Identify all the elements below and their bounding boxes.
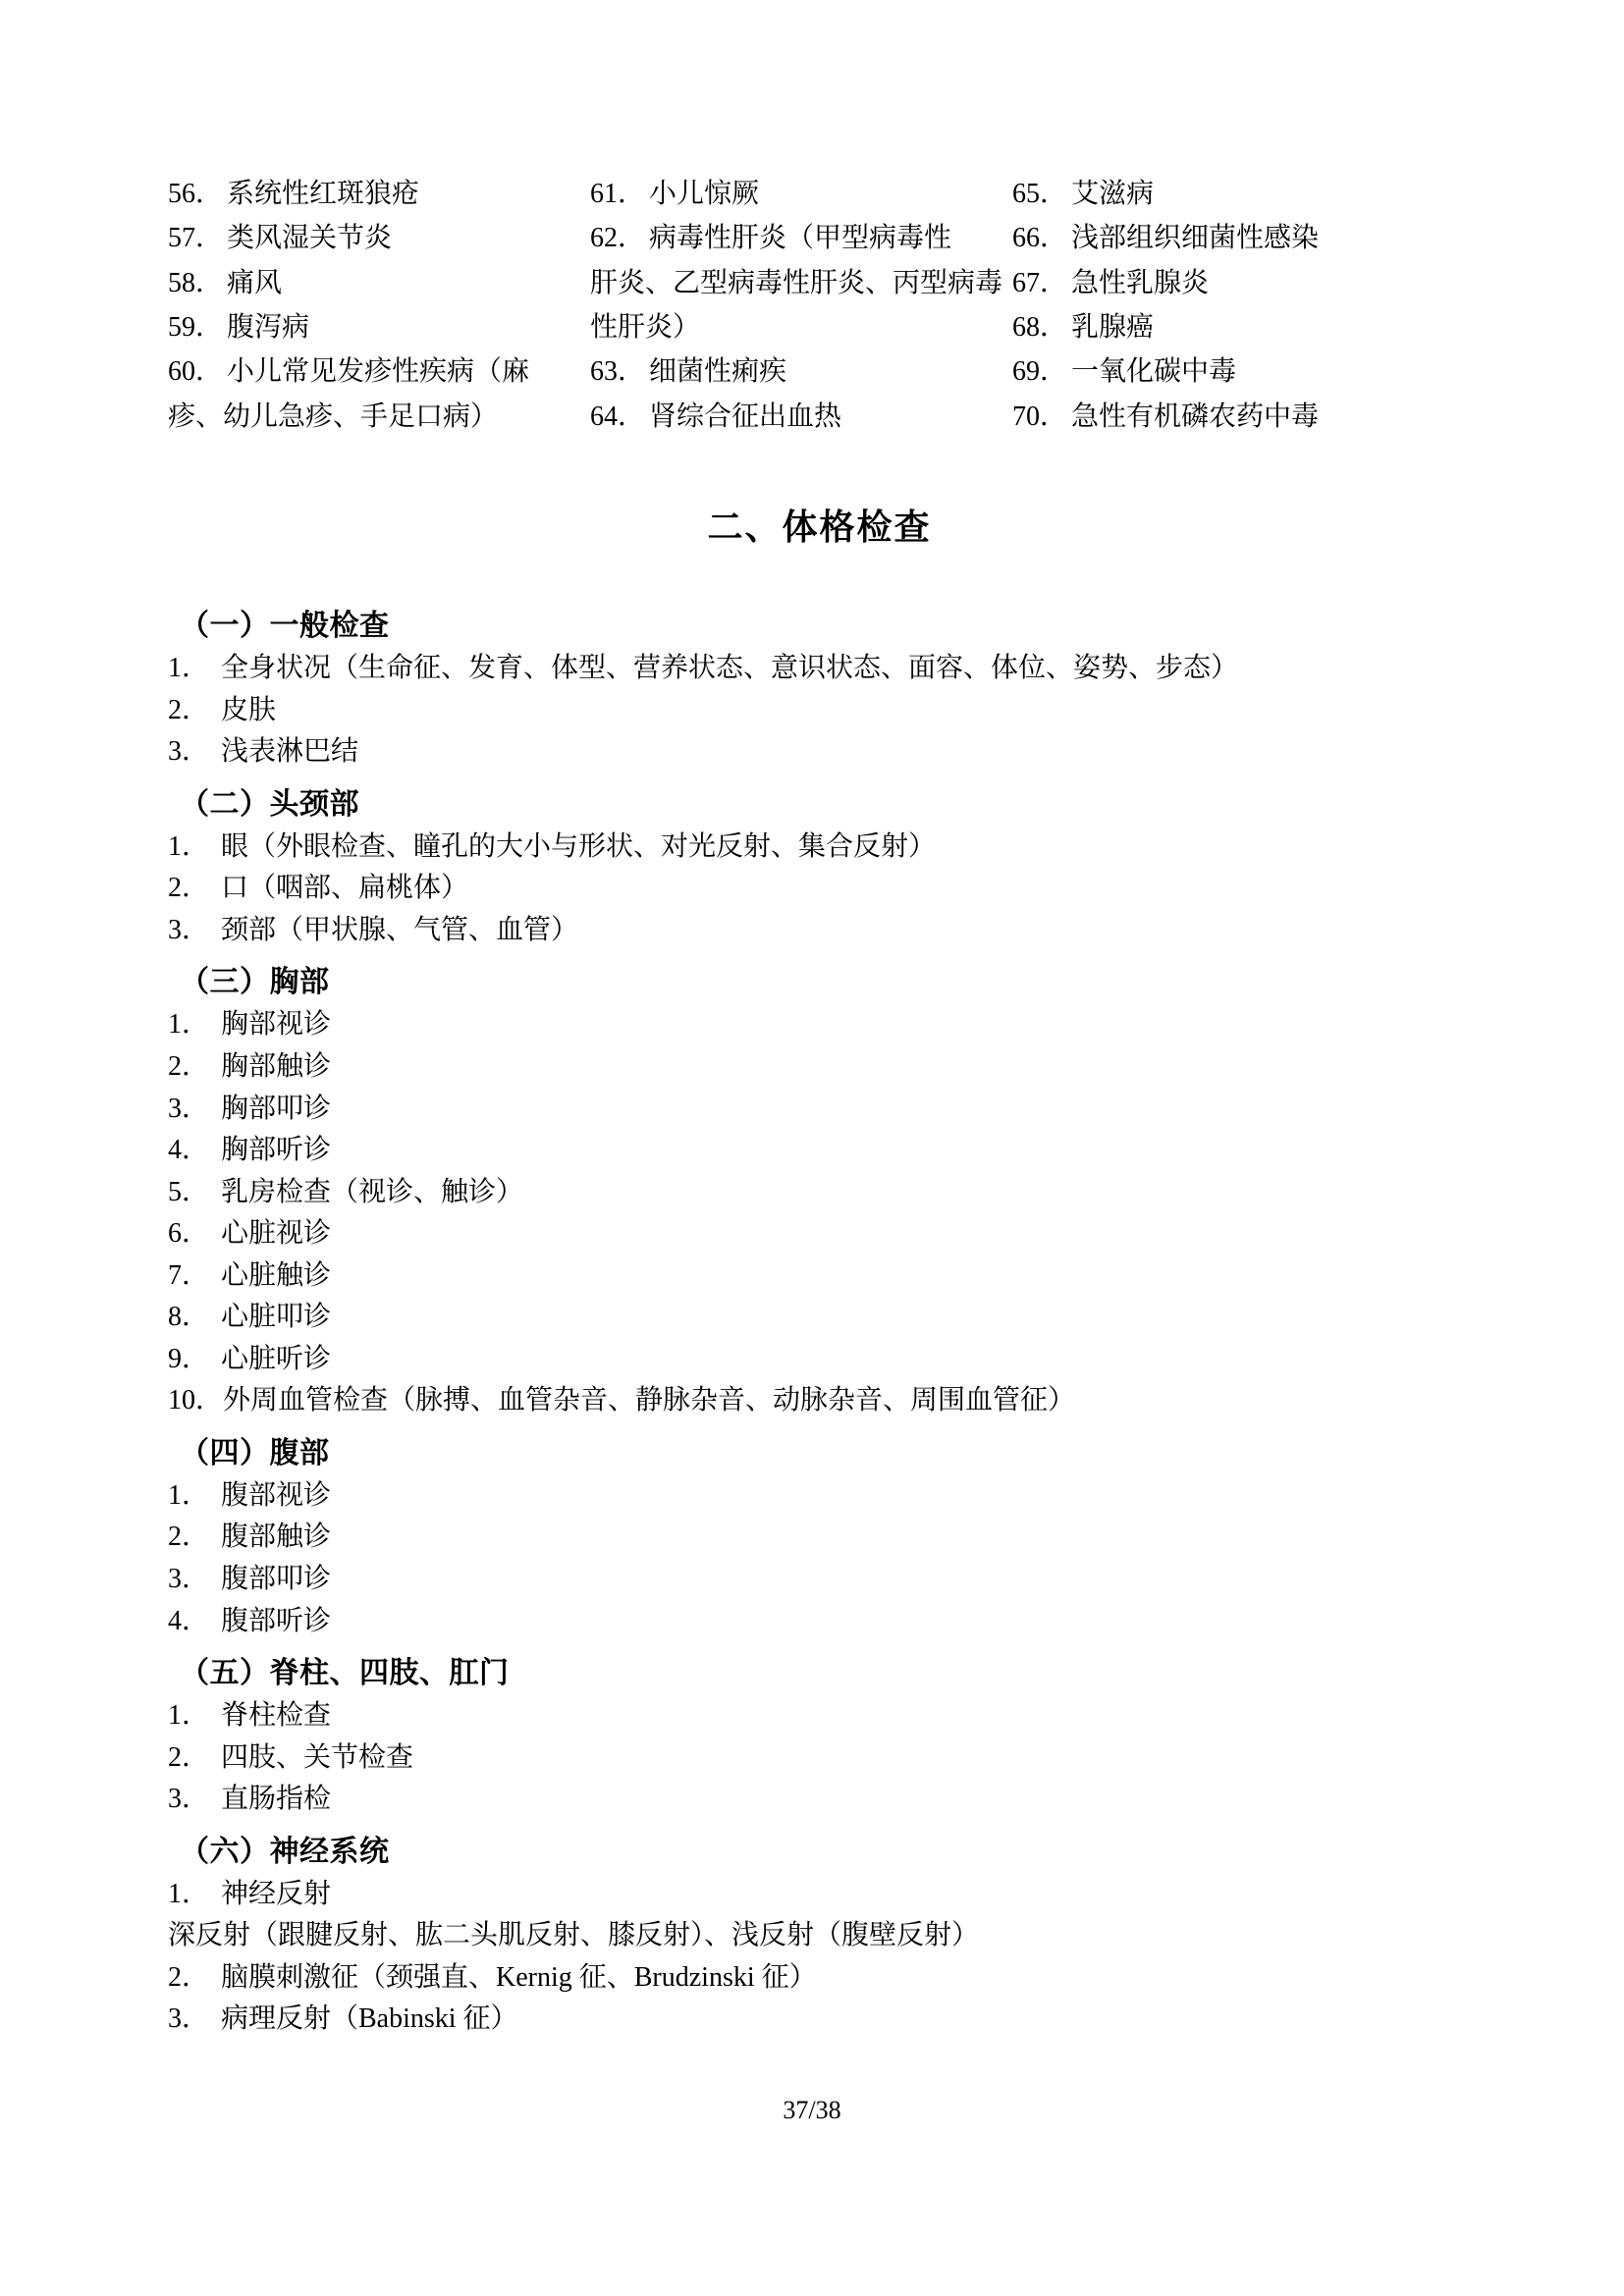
item-number: 57．	[168, 223, 224, 254]
reflex-detail-line: 深反射（跟腱反射、肱二头肌反射、膝反射）、浅反射（腹壁反射）	[168, 1920, 980, 1951]
disease-column-1	[168, 172, 590, 439]
item-text: 浅部组织细菌性感染	[1071, 223, 1320, 254]
item-text: 痛风	[227, 267, 283, 298]
list-item	[1012, 172, 1371, 216]
disease-column-3	[1012, 172, 1371, 439]
list-item	[168, 1339, 1477, 1381]
item-text: 口（咽部、扁桃体）	[221, 873, 469, 904]
list-item	[168, 868, 1477, 910]
list-item	[168, 1957, 1477, 2000]
list-item	[168, 1737, 1477, 1780]
item-number: 58．	[168, 267, 224, 298]
item-text: 腹泻病	[227, 312, 310, 344]
item-text: 乳房检查（视诊、触诊）	[221, 1176, 524, 1207]
group-heading: （二）头颈部	[180, 787, 359, 821]
item-text: 小儿常见发疹性疾病（麻	[227, 356, 530, 388]
list-item	[168, 690, 1477, 732]
item-number: 8．	[168, 1302, 210, 1333]
group-head-neck	[162, 779, 1477, 952]
list-item	[168, 1255, 1477, 1298]
item-number: 6．	[168, 1218, 210, 1250]
group-heading: （三）胸部	[180, 966, 330, 999]
item-number: 63．	[590, 356, 646, 388]
item-number: 3．	[168, 1784, 210, 1815]
item-text: 胸部触诊	[221, 1050, 332, 1082]
list-item	[168, 1779, 1477, 1821]
item-text: 四肢、关节检查	[221, 1741, 414, 1773]
item-text: 急性有机磷农药中毒	[1071, 400, 1320, 432]
list-item	[168, 1130, 1477, 1172]
item-number: 1．	[168, 1700, 210, 1732]
item-text: 病理反射（Babinski 征）	[221, 2003, 518, 2035]
item-text: 一氧化碳中毒	[1071, 356, 1237, 388]
list-item	[168, 731, 1477, 774]
item-number: 1．	[168, 1878, 210, 1909]
list-item	[168, 1213, 1477, 1255]
item-number: 2．	[168, 1741, 210, 1773]
list-item	[168, 910, 1477, 952]
item-number: 2．	[168, 1961, 210, 1993]
item-number: 3．	[168, 2003, 210, 2035]
section-title: 二、体格检查	[707, 507, 932, 548]
item-text: 艾滋病	[1071, 179, 1155, 209]
list-item	[168, 261, 590, 305]
item-number: 59．	[168, 312, 224, 344]
list-item	[168, 1380, 1477, 1422]
item-text: 急性乳腺炎	[1071, 267, 1210, 298]
list-item	[168, 1601, 1477, 1643]
list-item	[168, 648, 1477, 690]
item-text: 腹部视诊	[221, 1479, 332, 1511]
list-item	[168, 1004, 1477, 1046]
item-number: 65．	[1012, 179, 1068, 209]
group-heading: （六）神经系统	[180, 1835, 390, 1868]
item-number: 3．	[168, 1564, 210, 1594]
list-item	[1012, 261, 1371, 305]
item-number: 62．	[590, 223, 646, 254]
item-text: 浅表淋巴结	[221, 736, 359, 768]
item-number: 1．	[168, 830, 210, 862]
item-number: 2．	[168, 873, 210, 904]
group-heading: （一）一般检查	[180, 610, 390, 643]
list-item	[168, 1046, 1477, 1089]
list-item	[1012, 395, 1371, 439]
list-item	[168, 216, 590, 260]
item-number: 4．	[168, 1605, 210, 1636]
group-chest	[162, 957, 1477, 1421]
item-number: 70．	[1012, 400, 1068, 432]
item-text: 心脏视诊	[221, 1218, 332, 1250]
list-item	[168, 305, 590, 349]
list-item	[590, 172, 1012, 216]
item-number: 1．	[168, 1479, 210, 1511]
item-number: 10．	[168, 1385, 224, 1416]
list-item	[168, 172, 590, 216]
item-number: 1．	[168, 653, 210, 684]
item-number: 69．	[1012, 356, 1068, 388]
item-text: 肾综合征出血热	[649, 400, 842, 432]
item-number: 61．	[590, 179, 646, 209]
group-spine-limbs-anus	[162, 1648, 1477, 1821]
item-number: 3．	[168, 1093, 210, 1124]
item-text: 胸部叩诊	[221, 1093, 332, 1124]
item-number: 2．	[168, 1522, 210, 1553]
list-item	[168, 349, 590, 394]
list-item	[1012, 349, 1371, 394]
item-text: 病毒性肝炎（甲型病毒性	[649, 223, 952, 254]
item-number: 68．	[1012, 312, 1068, 344]
group-abdomen	[162, 1428, 1477, 1642]
group-heading: （五）脊柱、四肢、肛门	[180, 1657, 510, 1690]
item-number: 5．	[168, 1176, 210, 1207]
list-item	[1012, 216, 1371, 260]
group-heading: （四）腹部	[180, 1436, 330, 1469]
list-item	[168, 1517, 1477, 1559]
item-text: 直肠指检	[221, 1784, 332, 1815]
item-text: 腹部听诊	[221, 1605, 332, 1636]
item-number: 7．	[168, 1259, 210, 1291]
item-text: 心脏触诊	[221, 1259, 332, 1291]
group-nervous-system	[162, 1827, 1477, 2041]
item-number: 67．	[1012, 267, 1068, 298]
list-item	[590, 395, 1012, 439]
item-number: 64．	[590, 400, 646, 432]
item-number: 4．	[168, 1135, 210, 1166]
list-item	[168, 1874, 1477, 1916]
disease-list	[168, 172, 1371, 439]
list-item	[168, 1559, 1477, 1601]
item-text: 类风湿关节炎	[227, 223, 393, 254]
item-text: 胸部听诊	[221, 1135, 332, 1166]
item-number: 56．	[168, 179, 224, 209]
item-text: 脑膜刺激征（颈强直、Kernig 征、Brudzinski 征）	[221, 1961, 817, 1993]
item-text: 小儿惊厥	[649, 179, 760, 209]
list-item	[168, 1695, 1477, 1737]
group-general-examination	[162, 601, 1477, 774]
item-text: 心脏叩诊	[221, 1302, 332, 1333]
item-number: 2．	[168, 1050, 210, 1082]
list-item	[168, 1297, 1477, 1339]
list-item	[168, 1089, 1477, 1131]
item-text: 眼（外眼检查、瞳孔的大小与形状、对光反射、集合反射）	[221, 830, 937, 862]
item-number: 3．	[168, 914, 210, 945]
list-item-continuation: 肝炎、乙型病毒性肝炎、丙型病毒性肝炎）	[590, 267, 1003, 344]
item-text: 细菌性痢疾	[649, 356, 787, 388]
list-item-continuation: 疹、幼儿急疹、手足口病）	[168, 400, 499, 432]
item-text: 脊柱检查	[221, 1700, 332, 1732]
item-text: 神经反射	[221, 1878, 332, 1909]
item-text: 系统性红斑狼疮	[227, 179, 420, 209]
item-number: 2．	[168, 694, 210, 725]
item-number: 66．	[1012, 223, 1068, 254]
list-item	[168, 1999, 1477, 2041]
item-text: 腹部叩诊	[221, 1564, 332, 1594]
item-number: 9．	[168, 1343, 210, 1374]
list-item	[168, 827, 1477, 869]
list-item	[168, 1475, 1477, 1518]
item-number: 60．	[168, 356, 224, 388]
item-text: 腹部触诊	[221, 1522, 332, 1553]
item-text: 乳腺癌	[1071, 312, 1155, 344]
item-text: 外周血管检查（脉搏、血管杂音、静脉杂音、动脉杂音、周围血管征）	[223, 1385, 1076, 1416]
item-number: 3．	[168, 736, 210, 768]
disease-column-2	[590, 172, 1012, 439]
list-item	[1012, 305, 1371, 349]
item-text: 心脏听诊	[221, 1343, 332, 1374]
list-item	[590, 349, 1012, 394]
item-text: 颈部（甲状腺、气管、血管）	[221, 914, 579, 945]
item-text: 全身状况（生命征、发育、体型、营养状态、意识状态、面容、体位、姿势、步态）	[221, 653, 1239, 684]
page-number: 37/38	[783, 2096, 841, 2124]
item-text: 胸部视诊	[221, 1009, 332, 1041]
list-item	[168, 1172, 1477, 1214]
item-text: 皮肤	[221, 694, 277, 725]
list-item	[590, 216, 1012, 260]
item-number: 1．	[168, 1009, 210, 1041]
